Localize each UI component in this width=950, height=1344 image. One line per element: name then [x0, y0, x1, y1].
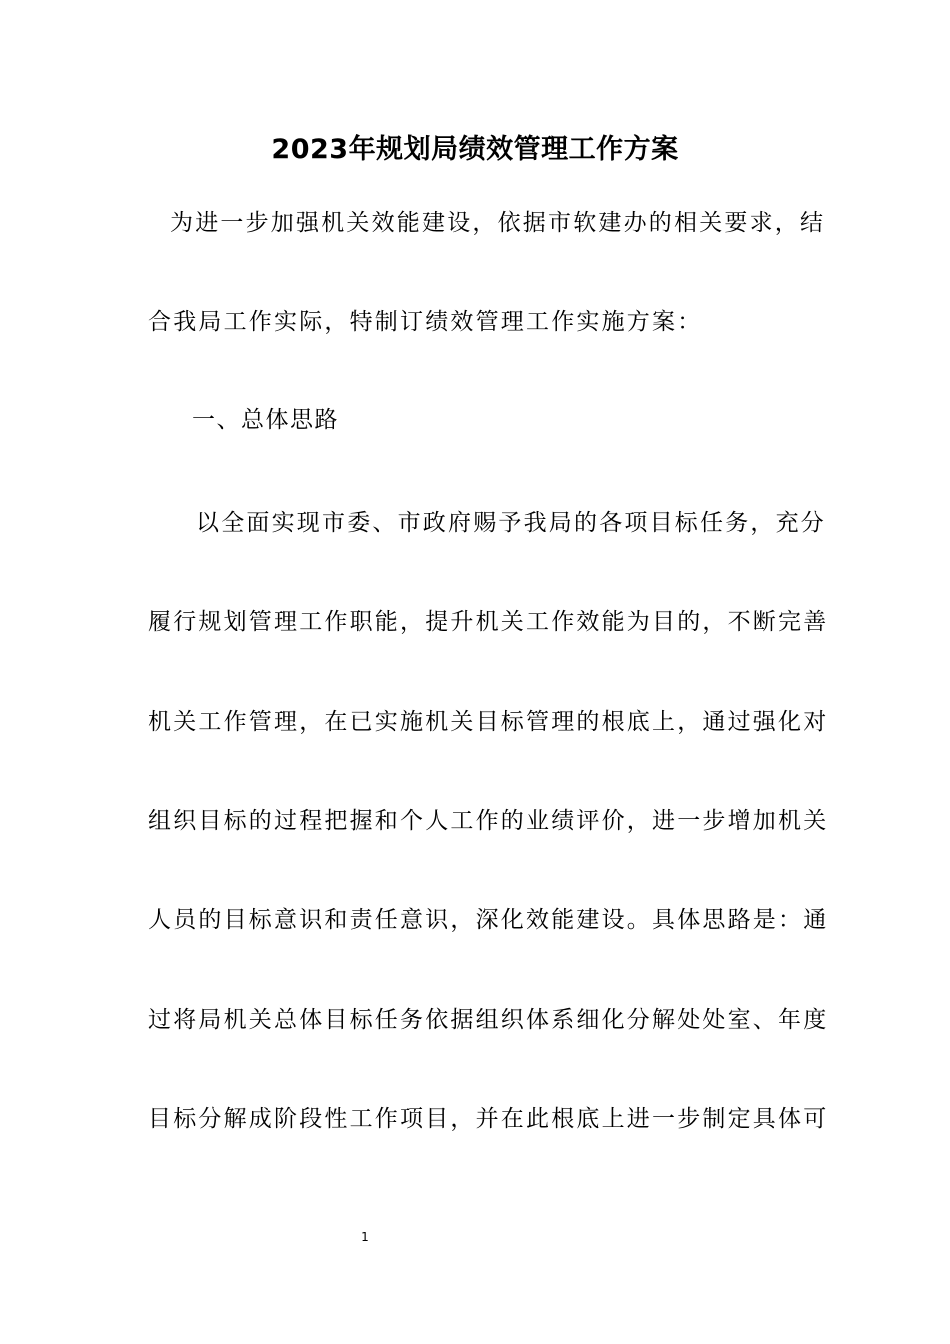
body-line-1: 以全面实现市委、市政府赐予我局的各项目标任务，充分	[196, 510, 826, 536]
body-line-4: 组织目标的过程把握和个人工作的业绩评价，进一步增加机关	[148, 808, 829, 834]
page-number: 1	[361, 1230, 369, 1244]
intro-line-2: 合我局工作实际，特制订绩效管理工作实施方案：	[148, 309, 703, 335]
body-line-5: 人员的目标意识和责任意识，深化效能建设。具体思路是：通	[148, 907, 829, 933]
body-line-7: 目标分解成阶段性工作项目，并在此根底上进一步制定具体可	[148, 1106, 829, 1132]
body-line-2: 履行规划管理工作职能，提升机关工作效能为目的，不断完善	[148, 609, 829, 635]
body-line-6: 过将局机关总体目标任务依据组织体系细化分解处处室、年度	[148, 1007, 829, 1033]
section-heading: 一、总体思路	[192, 407, 339, 433]
document-title: 2023年规划局绩效管理工作方案	[271, 134, 679, 165]
body-line-3: 机关工作管理，在已实施机关目标管理的根底上，通过强化对	[148, 709, 829, 735]
intro-line-1: 为进一步加强机关效能建设，依据市软建办的相关要求，结	[170, 210, 826, 236]
